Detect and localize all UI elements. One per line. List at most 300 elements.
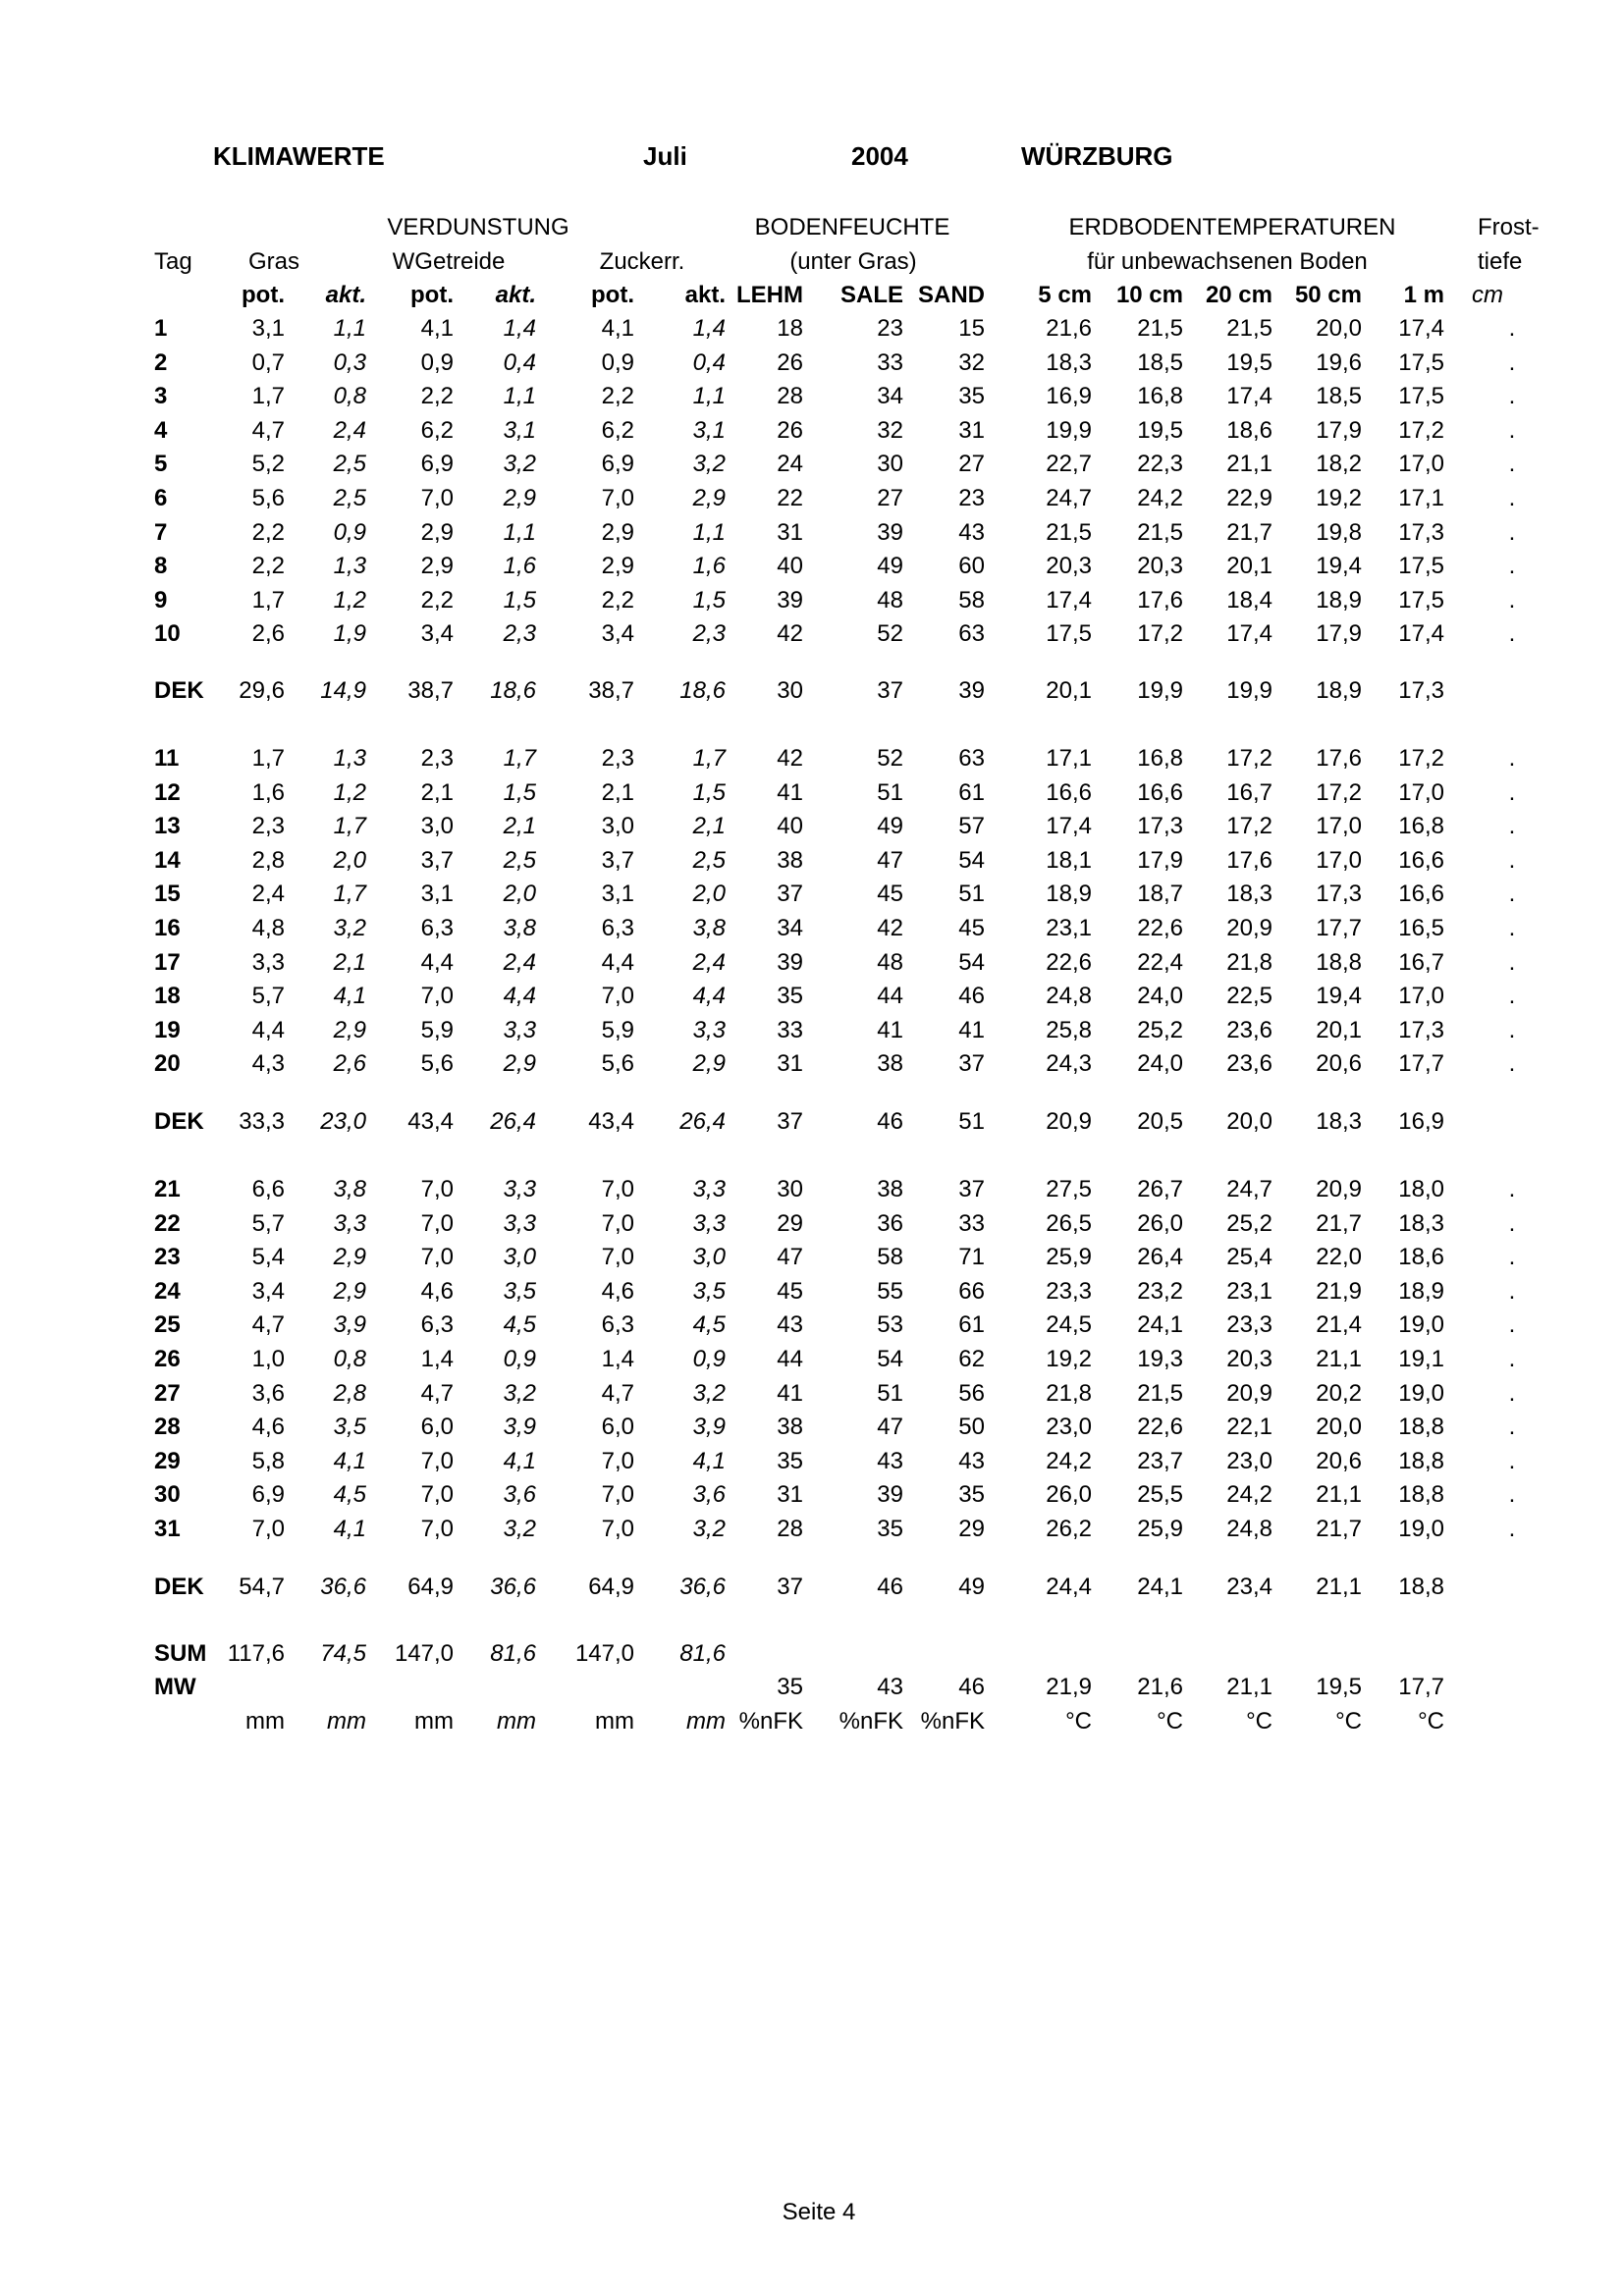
table-cell: 18,1: [1046, 846, 1092, 874]
table-cell: 23,6: [1226, 1016, 1272, 1043]
frost-depth-cell: .: [1508, 778, 1516, 806]
table-cell: 54,7: [239, 1574, 285, 1600]
table-cell: 35: [777, 983, 803, 1010]
table-cell: 33: [777, 1016, 803, 1043]
table-cell: 18,8: [1316, 948, 1362, 976]
table-cell: 16,7: [1398, 948, 1444, 976]
table-cell: 47: [777, 1244, 803, 1271]
column-header: pot.: [410, 282, 454, 308]
table-cell: 17,9: [1316, 416, 1362, 444]
table-cell: 46: [877, 1108, 903, 1135]
table-cell: 3,0: [503, 1244, 536, 1271]
table-cell: 18,9: [1398, 1277, 1444, 1305]
table-cell: 38: [777, 1414, 803, 1441]
table-cell: 4,1: [692, 1447, 726, 1474]
table-cell: 51: [877, 778, 903, 806]
table-cell: 38,7: [407, 677, 454, 704]
table-cell: 0,9: [692, 1346, 726, 1372]
header-verdunstung: VERDUNSTUNG: [387, 214, 569, 240]
frost-depth-cell: .: [1508, 348, 1516, 376]
table-cell: 43: [777, 1311, 803, 1339]
frost-depth-cell: .: [1508, 881, 1516, 908]
frost-depth-cell: .: [1508, 1176, 1516, 1202]
table-cell: 23,1: [1046, 915, 1092, 941]
table-cell: 2,0: [692, 881, 726, 908]
table-cell: 17,2: [1137, 620, 1183, 648]
table-cell: 19,9: [1137, 677, 1183, 704]
table-cell: 3,3: [503, 1176, 536, 1202]
table-cell: 5,6: [601, 1050, 634, 1078]
row-label: 16: [154, 915, 181, 941]
table-cell: 16,6: [1398, 846, 1444, 874]
table-cell: 2,9: [333, 1244, 366, 1271]
row-label: 8: [154, 553, 168, 580]
table-cell: 16,8: [1398, 813, 1444, 840]
table-cell: 19,1: [1398, 1346, 1444, 1372]
table-cell: 4,1: [333, 1447, 366, 1474]
table-cell: 5,2: [251, 451, 285, 478]
table-cell: 23: [958, 485, 985, 511]
table-cell: 4,8: [251, 915, 285, 941]
table-cell: 3,1: [251, 315, 285, 342]
table-cell: 7,0: [420, 1244, 454, 1271]
table-cell: 2,8: [333, 1379, 366, 1407]
table-cell: 20,3: [1046, 553, 1092, 580]
table-cell: 3,3: [503, 1016, 536, 1043]
table-cell: 52: [877, 745, 903, 772]
frost-depth-cell: .: [1508, 1209, 1516, 1237]
column-header: 1 m: [1403, 282, 1444, 308]
table-cell: mm: [327, 1708, 366, 1735]
table-cell: 17,3: [1398, 1016, 1444, 1043]
header-tag: Tag: [154, 248, 192, 275]
table-cell: 24,8: [1226, 1516, 1272, 1542]
table-cell: 40: [777, 813, 803, 840]
table-cell: 3,0: [420, 813, 454, 840]
table-cell: 17,7: [1316, 915, 1362, 941]
table-cell: 2,4: [251, 881, 285, 908]
table-cell: 3,3: [692, 1176, 726, 1202]
table-cell: 25,4: [1226, 1244, 1272, 1271]
table-cell: 22,7: [1046, 451, 1092, 478]
table-cell: 31: [777, 518, 803, 546]
table-cell: 35: [958, 383, 985, 410]
frost-depth-cell: .: [1508, 518, 1516, 546]
table-cell: 2,5: [333, 485, 366, 511]
table-cell: 3,2: [503, 1516, 536, 1542]
table-cell: 3,2: [503, 451, 536, 478]
table-cell: 21,6: [1137, 1674, 1183, 1700]
table-cell: 2,1: [692, 813, 726, 840]
table-cell: 19,8: [1316, 518, 1362, 546]
table-cell: 2,9: [692, 485, 726, 511]
table-cell: 17,3: [1398, 518, 1444, 546]
table-cell: 1,4: [692, 315, 726, 342]
table-cell: 3,1: [692, 416, 726, 444]
table-cell: 4,7: [251, 1311, 285, 1339]
table-cell: 18,8: [1398, 1481, 1444, 1509]
table-cell: 7,0: [601, 1209, 634, 1237]
table-cell: 19,0: [1398, 1311, 1444, 1339]
table-cell: 3,3: [251, 948, 285, 976]
table-cell: 43: [958, 1447, 985, 1474]
table-cell: 17,5: [1398, 348, 1444, 376]
table-cell: 54: [877, 1346, 903, 1372]
table-cell: 29: [777, 1209, 803, 1237]
table-cell: 2,2: [251, 553, 285, 580]
table-cell: 64,9: [407, 1574, 454, 1600]
table-cell: 2,5: [503, 846, 536, 874]
table-cell: 7,0: [601, 1516, 634, 1542]
table-cell: 24,7: [1226, 1176, 1272, 1202]
table-cell: 19,2: [1046, 1346, 1092, 1372]
table-cell: 26,7: [1137, 1176, 1183, 1202]
table-cell: 21,7: [1316, 1516, 1362, 1542]
table-cell: 0,7: [251, 348, 285, 376]
table-cell: 26,4: [490, 1108, 536, 1135]
table-cell: 16,6: [1398, 881, 1444, 908]
table-cell: 19,2: [1316, 485, 1362, 511]
table-cell: 4,6: [420, 1277, 454, 1305]
frost-depth-cell: .: [1508, 1050, 1516, 1078]
table-cell: 44: [877, 983, 903, 1010]
frost-depth-cell: .: [1508, 1414, 1516, 1441]
table-cell: 3,6: [251, 1379, 285, 1407]
table-cell: 19,5: [1137, 416, 1183, 444]
table-cell: 3,9: [333, 1311, 366, 1339]
column-header: LEHM: [736, 282, 803, 308]
row-label: 11: [154, 745, 180, 772]
table-cell: 147,0: [574, 1640, 634, 1667]
table-cell: 2,9: [601, 518, 634, 546]
table-cell: 17,4: [1398, 620, 1444, 648]
table-cell: 2,5: [333, 451, 366, 478]
header-unter-gras: (unter Gras): [789, 248, 917, 275]
table-cell: 3,2: [692, 451, 726, 478]
table-cell: 19,5: [1316, 1674, 1362, 1700]
table-cell: 54: [958, 846, 985, 874]
table-cell: 1,4: [420, 1346, 454, 1372]
table-cell: 5,7: [251, 983, 285, 1010]
table-cell: 37: [877, 677, 903, 704]
table-cell: 47: [877, 1414, 903, 1441]
table-cell: 4,5: [692, 1311, 726, 1339]
table-cell: 2,9: [503, 485, 536, 511]
table-cell: 38: [777, 846, 803, 874]
table-cell: 20,5: [1137, 1108, 1183, 1135]
table-cell: 17,4: [1226, 383, 1272, 410]
frost-depth-cell: .: [1508, 1016, 1516, 1043]
table-cell: °C: [1335, 1708, 1362, 1735]
table-cell: 24,3: [1046, 1050, 1092, 1078]
table-cell: 31: [958, 416, 985, 444]
frost-depth-cell: .: [1508, 1346, 1516, 1372]
table-cell: 17,6: [1226, 846, 1272, 874]
table-cell: 20,1: [1316, 1016, 1362, 1043]
table-cell: 7,0: [420, 1447, 454, 1474]
table-cell: 25,8: [1046, 1016, 1092, 1043]
frost-depth-cell: .: [1508, 553, 1516, 580]
table-cell: 45: [958, 915, 985, 941]
column-header: SAND: [917, 282, 985, 308]
table-cell: 17,1: [1046, 745, 1092, 772]
table-cell: 55: [877, 1277, 903, 1305]
table-cell: 7,0: [601, 1481, 634, 1509]
table-cell: 17,2: [1226, 813, 1272, 840]
table-cell: 7,0: [251, 1516, 285, 1542]
table-cell: 21,1: [1226, 451, 1272, 478]
table-cell: 4,7: [251, 416, 285, 444]
table-cell: mm: [497, 1708, 536, 1735]
table-cell: 26: [777, 416, 803, 444]
row-label: 25: [154, 1311, 181, 1339]
table-cell: 2,9: [420, 553, 454, 580]
table-cell: 3,1: [601, 881, 634, 908]
table-cell: 22,6: [1137, 915, 1183, 941]
table-cell: 21,5: [1137, 1379, 1183, 1407]
table-cell: 19,4: [1316, 553, 1362, 580]
table-cell: 58: [958, 586, 985, 614]
table-cell: 19,3: [1137, 1346, 1183, 1372]
row-label: 24: [154, 1277, 181, 1305]
table-cell: 31: [777, 1050, 803, 1078]
table-cell: 0,3: [333, 348, 366, 376]
table-cell: 2,9: [692, 1050, 726, 1078]
table-cell: 18,6: [679, 677, 726, 704]
table-cell: 7,0: [420, 1481, 454, 1509]
table-cell: 41: [958, 1016, 985, 1043]
table-cell: 23,1: [1226, 1277, 1272, 1305]
table-cell: 1,5: [503, 586, 536, 614]
table-cell: 5,7: [251, 1209, 285, 1237]
table-cell: 18,2: [1316, 451, 1362, 478]
table-cell: 0,9: [333, 518, 366, 546]
table-cell: 3,4: [420, 620, 454, 648]
table-cell: 43: [958, 518, 985, 546]
table-cell: 81,6: [490, 1640, 536, 1667]
row-label: 29: [154, 1447, 181, 1474]
table-cell: 21,8: [1226, 948, 1272, 976]
table-cell: 5,6: [251, 485, 285, 511]
table-cell: 43,4: [588, 1108, 634, 1135]
table-cell: 39: [877, 1481, 903, 1509]
table-cell: 17,7: [1398, 1050, 1444, 1078]
table-cell: 21,5: [1137, 518, 1183, 546]
table-cell: 16,8: [1137, 383, 1183, 410]
table-cell: 23,2: [1137, 1277, 1183, 1305]
row-label: 20: [154, 1050, 181, 1078]
table-cell: 6,6: [251, 1176, 285, 1202]
table-cell: 21,5: [1137, 315, 1183, 342]
table-cell: 18: [777, 315, 803, 342]
table-cell: 51: [958, 881, 985, 908]
page-number: Seite 4: [782, 2199, 856, 2225]
table-cell: 1,1: [692, 383, 726, 410]
table-cell: 7,0: [601, 485, 634, 511]
table-cell: 4,4: [601, 948, 634, 976]
table-cell: 24: [777, 451, 803, 478]
table-cell: 41: [777, 778, 803, 806]
table-cell: 25,2: [1226, 1209, 1272, 1237]
table-cell: 17,4: [1046, 586, 1092, 614]
table-cell: 39: [958, 677, 985, 704]
frost-depth-cell: .: [1508, 315, 1516, 342]
table-cell: 34: [777, 915, 803, 941]
frost-depth-cell: .: [1508, 620, 1516, 648]
table-cell: 22,5: [1226, 983, 1272, 1010]
table-cell: 20,1: [1046, 677, 1092, 704]
table-cell: 17,3: [1316, 881, 1362, 908]
table-cell: 1,7: [503, 745, 536, 772]
row-label: 23: [154, 1244, 181, 1271]
table-cell: 20,0: [1226, 1108, 1272, 1135]
table-cell: 31: [777, 1481, 803, 1509]
row-label: 21: [154, 1176, 181, 1202]
table-cell: 37: [958, 1176, 985, 1202]
table-cell: 61: [958, 778, 985, 806]
table-cell: 18,9: [1316, 586, 1362, 614]
table-cell: 3,0: [692, 1244, 726, 1271]
table-cell: °C: [1246, 1708, 1272, 1735]
table-cell: 1,1: [692, 518, 726, 546]
table-cell: 1,1: [503, 518, 536, 546]
column-header: akt.: [325, 282, 366, 308]
table-cell: 17,5: [1398, 383, 1444, 410]
row-label: 19: [154, 1016, 181, 1043]
table-cell: 1,7: [251, 745, 285, 772]
table-cell: 0,9: [601, 348, 634, 376]
table-cell: 0,4: [692, 348, 726, 376]
header-bodenfeuchte: BODENFEUCHTE: [754, 214, 950, 240]
table-cell: 3,5: [333, 1414, 366, 1441]
table-cell: 26,0: [1137, 1209, 1183, 1237]
table-cell: 3,2: [333, 915, 366, 941]
table-cell: 2,1: [333, 948, 366, 976]
table-cell: 18,3: [1226, 881, 1272, 908]
table-cell: 46: [877, 1574, 903, 1600]
frost-depth-cell: .: [1508, 1244, 1516, 1271]
table-cell: 2,2: [601, 586, 634, 614]
header-tiefe: tiefe: [1478, 248, 1523, 275]
table-cell: 17,6: [1137, 586, 1183, 614]
table-cell: 3,6: [503, 1481, 536, 1509]
table-cell: 29,6: [239, 677, 285, 704]
table-cell: 16,5: [1398, 915, 1444, 941]
header-wgetreide: WGetreide: [392, 248, 506, 275]
table-cell: 17,0: [1398, 983, 1444, 1010]
table-cell: 33: [877, 348, 903, 376]
frost-depth-cell: .: [1508, 1481, 1516, 1509]
table-cell: 20,3: [1137, 553, 1183, 580]
table-cell: 17,7: [1398, 1674, 1444, 1700]
table-cell: 17,2: [1316, 778, 1362, 806]
table-cell: 18,8: [1398, 1447, 1444, 1474]
row-label: SUM: [154, 1640, 207, 1667]
table-cell: 35: [958, 1481, 985, 1509]
table-cell: 3,4: [251, 1277, 285, 1305]
table-cell: 50: [958, 1414, 985, 1441]
table-cell: 20,3: [1226, 1346, 1272, 1372]
table-cell: 25,2: [1137, 1016, 1183, 1043]
table-cell: 7,0: [420, 1176, 454, 1202]
table-cell: 53: [877, 1311, 903, 1339]
table-cell: 1,4: [601, 1346, 634, 1372]
table-cell: 1,1: [503, 383, 536, 410]
table-cell: 20,6: [1316, 1447, 1362, 1474]
table-cell: 45: [877, 881, 903, 908]
table-cell: 21,1: [1226, 1674, 1272, 1700]
table-cell: 1,0: [251, 1346, 285, 1372]
table-cell: 45: [777, 1277, 803, 1305]
table-cell: mm: [245, 1708, 285, 1735]
table-cell: 4,4: [420, 948, 454, 976]
table-cell: 3,8: [692, 915, 726, 941]
table-cell: 3,2: [692, 1516, 726, 1542]
table-cell: 41: [877, 1016, 903, 1043]
table-cell: 3,7: [420, 846, 454, 874]
table-cell: 17,1: [1398, 485, 1444, 511]
table-cell: 0,8: [333, 1346, 366, 1372]
table-cell: 44: [777, 1346, 803, 1372]
table-cell: 2,9: [601, 553, 634, 580]
row-label: 17: [154, 948, 181, 976]
table-cell: 16,9: [1398, 1108, 1444, 1135]
table-cell: mm: [595, 1708, 634, 1735]
table-cell: 21,7: [1226, 518, 1272, 546]
table-cell: 51: [958, 1108, 985, 1135]
table-cell: 1,6: [692, 553, 726, 580]
table-cell: 17,0: [1316, 813, 1362, 840]
table-cell: 7,0: [601, 1244, 634, 1271]
table-cell: 17,5: [1046, 620, 1092, 648]
row-label: 9: [154, 586, 168, 614]
table-cell: 21,4: [1316, 1311, 1362, 1339]
table-cell: 48: [877, 948, 903, 976]
table-cell: 43: [877, 1674, 903, 1700]
table-cell: 3,7: [601, 846, 634, 874]
table-cell: 51: [877, 1379, 903, 1407]
table-cell: %nFK: [738, 1708, 803, 1735]
table-cell: 17,4: [1226, 620, 1272, 648]
table-cell: 4,5: [333, 1481, 366, 1509]
row-label: 18: [154, 983, 181, 1010]
table-cell: 20,9: [1226, 1379, 1272, 1407]
table-cell: 4,4: [692, 983, 726, 1010]
frost-depth-cell: .: [1508, 586, 1516, 614]
table-cell: 38: [877, 1050, 903, 1078]
table-cell: 3,9: [503, 1414, 536, 1441]
header-gras: Gras: [247, 248, 300, 275]
table-cell: 47: [877, 846, 903, 874]
table-cell: 5,9: [601, 1016, 634, 1043]
table-cell: 1,2: [333, 586, 366, 614]
table-cell: 16,8: [1137, 745, 1183, 772]
row-label: 15: [154, 881, 181, 908]
table-cell: 20,6: [1316, 1050, 1362, 1078]
table-cell: 2,9: [333, 1277, 366, 1305]
table-cell: 19,6: [1316, 348, 1362, 376]
frost-depth-cell: .: [1508, 416, 1516, 444]
table-cell: 21,8: [1046, 1379, 1092, 1407]
table-cell: 33,3: [239, 1108, 285, 1135]
frost-depth-cell: .: [1508, 915, 1516, 941]
table-cell: 63: [958, 745, 985, 772]
frost-depth-cell: .: [1508, 451, 1516, 478]
table-cell: 1,7: [333, 813, 366, 840]
table-cell: 4,1: [601, 315, 634, 342]
table-cell: 37: [777, 1108, 803, 1135]
table-cell: 19,4: [1316, 983, 1362, 1010]
